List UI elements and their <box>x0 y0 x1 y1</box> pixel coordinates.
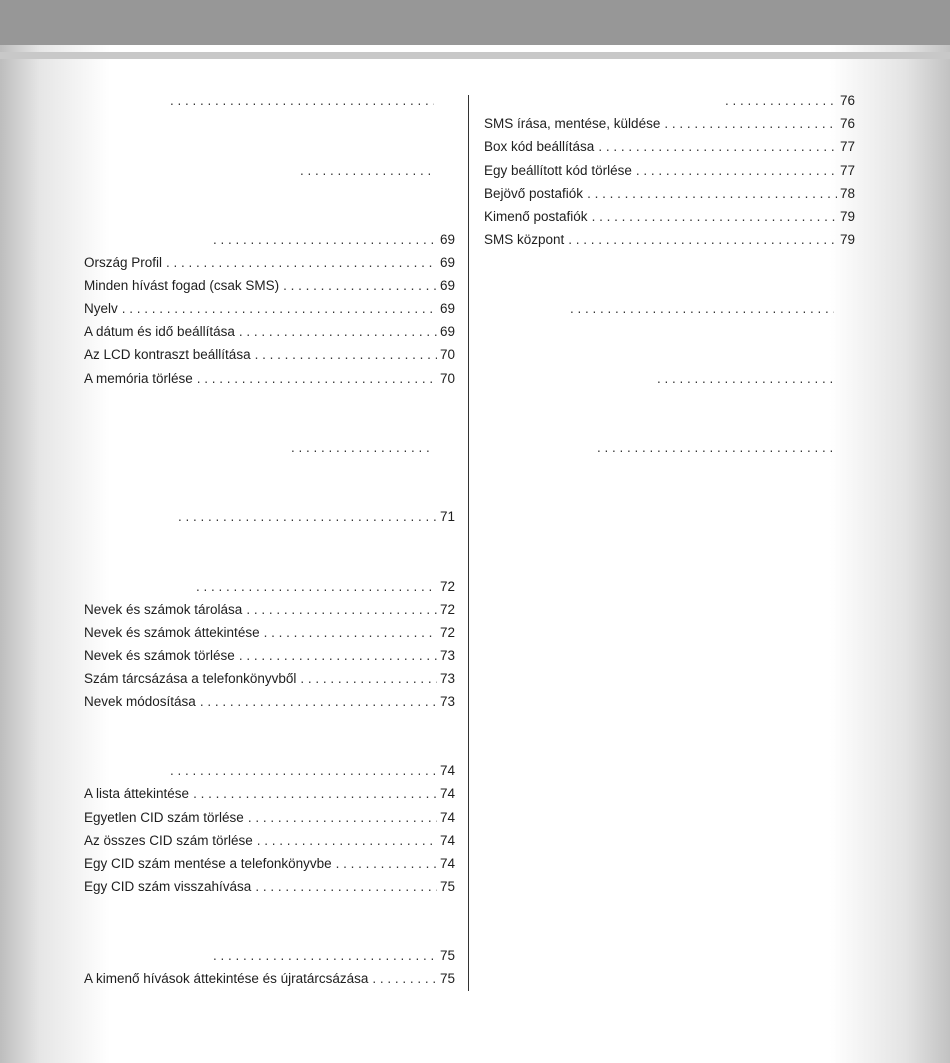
toc-entry-page: 79 <box>839 232 855 247</box>
toc-entry <box>84 300 455 318</box>
toc-entry <box>84 670 455 688</box>
toc-entry-page: 77 <box>839 139 855 154</box>
toc-entry <box>484 231 855 249</box>
toc-entry-page: 74 <box>439 763 455 778</box>
toc-entry-page: 72 <box>439 625 455 640</box>
toc-entry <box>178 508 455 526</box>
dot-leader <box>248 809 437 827</box>
toc-entry-label: Az összes CID szám törlése <box>84 833 253 848</box>
toc-entry-label: Nevek és számok áttekintése <box>84 625 260 640</box>
toc-entry-label: Egyetlen CID szám törlése <box>84 810 244 825</box>
toc-entry-page: 73 <box>439 694 455 709</box>
toc-entry-page: 73 <box>439 671 455 686</box>
toc-entry-page: 69 <box>439 324 455 339</box>
dot-leader <box>283 277 437 295</box>
dot-leader <box>725 92 837 110</box>
dot-leader <box>657 370 834 388</box>
toc-entry-page: 74 <box>439 786 455 801</box>
dot-leader <box>239 323 437 341</box>
dot-leader <box>336 855 437 873</box>
toc-entry <box>484 162 855 180</box>
dot-leader <box>166 254 437 272</box>
dot-leader <box>568 231 837 249</box>
dot-leader <box>636 162 837 180</box>
toc-entry-page: 73 <box>439 648 455 663</box>
toc-entry <box>484 185 855 203</box>
dot-leader <box>264 624 437 642</box>
dot-leader <box>246 601 437 619</box>
toc-entry <box>196 578 455 596</box>
toc-entry-page: 74 <box>439 810 455 825</box>
toc-entry-page: 74 <box>439 856 455 871</box>
toc-entry-page: 69 <box>439 301 455 316</box>
toc-entry <box>170 762 455 780</box>
dot-leader <box>196 578 437 596</box>
toc-entry <box>570 300 834 318</box>
toc-entry-label: Szám tárcsázása a telefonkönyvből <box>84 671 297 686</box>
toc-entry <box>84 809 455 827</box>
toc-entry-label: SMS központ <box>484 232 565 247</box>
column-divider <box>468 95 469 991</box>
toc-entry <box>170 92 434 110</box>
toc-entry <box>84 855 455 873</box>
toc-entry <box>84 254 455 272</box>
dot-leader <box>197 370 437 388</box>
toc-entry-page: 70 <box>439 347 455 362</box>
toc-entry-label: A dátum és idő beállítása <box>84 324 235 339</box>
toc-entry-label: Egy CID szám visszahívása <box>84 879 252 894</box>
dot-leader <box>257 832 437 850</box>
toc-entry-label: Box kód beállítása <box>484 139 595 154</box>
toc-entry <box>84 832 455 850</box>
toc-entry-page: 74 <box>439 833 455 848</box>
toc-entry-label: Nyelv <box>84 301 118 316</box>
toc-entry <box>84 878 455 896</box>
toc-entry <box>84 601 455 619</box>
toc-entry-page: 72 <box>439 602 455 617</box>
toc-entry-label: Nevek és számok törlése <box>84 648 235 663</box>
dot-leader <box>239 647 437 665</box>
dot-leader <box>122 300 437 318</box>
toc-entry <box>657 370 834 388</box>
toc-entry-label: Minden hívást fogad (csak SMS) <box>84 278 280 293</box>
toc-entry <box>597 439 834 457</box>
toc-entry-label: Nevek és számok tárolása <box>84 602 243 617</box>
toc-entry-label: Az LCD kontraszt beállítása <box>84 347 251 362</box>
dot-leader <box>592 208 837 226</box>
dot-leader <box>255 346 437 364</box>
toc-entry <box>84 624 455 642</box>
dot-leader <box>213 231 437 249</box>
dot-leader <box>587 185 837 203</box>
toc-entry-page: 76 <box>839 116 855 131</box>
dot-leader <box>372 970 437 988</box>
toc-entry-label: A kimenő hívások áttekintése és újratárcsázása <box>84 971 369 986</box>
toc-entry-page: 70 <box>439 371 455 386</box>
header-stripe <box>0 52 950 59</box>
dot-leader <box>170 92 434 110</box>
toc-entry-page: 79 <box>839 209 855 224</box>
dot-leader <box>170 762 437 780</box>
toc-entry-page: 72 <box>439 579 455 594</box>
toc-entry <box>84 970 455 988</box>
toc-entry-label: Egy CID szám mentése a telefonkönyvbe <box>84 856 332 871</box>
dot-leader <box>291 439 434 457</box>
toc-entry <box>84 785 455 803</box>
toc-entry-page: 69 <box>439 232 455 247</box>
toc-entry-label: A lista áttekintése <box>84 786 190 801</box>
toc-entry-label: Ország Profil <box>84 255 163 270</box>
toc-entry-page: 75 <box>439 948 455 963</box>
toc-entry <box>84 693 455 711</box>
dot-leader <box>255 878 437 896</box>
toc-entry <box>84 346 455 364</box>
dot-leader <box>570 300 834 318</box>
toc-entry <box>484 138 855 156</box>
toc-entry-page: 75 <box>439 879 455 894</box>
dot-leader <box>193 785 437 803</box>
toc-entry <box>84 647 455 665</box>
toc-entry-page: 77 <box>839 163 855 178</box>
toc-entry-label: Kimenő postafiók <box>484 209 588 224</box>
dot-leader <box>597 439 834 457</box>
toc-entry <box>84 323 455 341</box>
header-bar <box>0 0 950 45</box>
toc-entry-label: A memória törlése <box>84 371 193 386</box>
toc-entry-page: 71 <box>439 509 455 524</box>
toc-entry-page: 75 <box>439 971 455 986</box>
toc-entry-page: 69 <box>439 278 455 293</box>
toc-entry <box>484 115 855 133</box>
dot-leader <box>178 508 437 526</box>
toc-entry <box>84 277 455 295</box>
dot-leader <box>200 693 437 711</box>
dot-leader <box>300 670 437 688</box>
toc-entry <box>213 947 455 965</box>
toc-entry <box>213 231 455 249</box>
toc-entry-label: Nevek módosítása <box>84 694 196 709</box>
dot-leader <box>300 162 434 180</box>
toc-entry <box>300 162 434 180</box>
toc-entry <box>291 439 434 457</box>
toc-entry <box>84 370 455 388</box>
toc-entry-page: 78 <box>839 186 855 201</box>
toc-entry-label: SMS írása, mentése, küldése <box>484 116 661 131</box>
toc-entry-page: 76 <box>839 93 855 108</box>
dot-leader <box>664 115 837 133</box>
dot-leader <box>598 138 837 156</box>
toc-entry <box>725 92 855 110</box>
toc-entry-label: Bejövő postafiók <box>484 186 584 201</box>
toc-entry-page: 69 <box>439 255 455 270</box>
dot-leader <box>213 947 437 965</box>
toc-entry <box>484 208 855 226</box>
toc-entry-label: Egy beállított kód törlése <box>484 163 632 178</box>
